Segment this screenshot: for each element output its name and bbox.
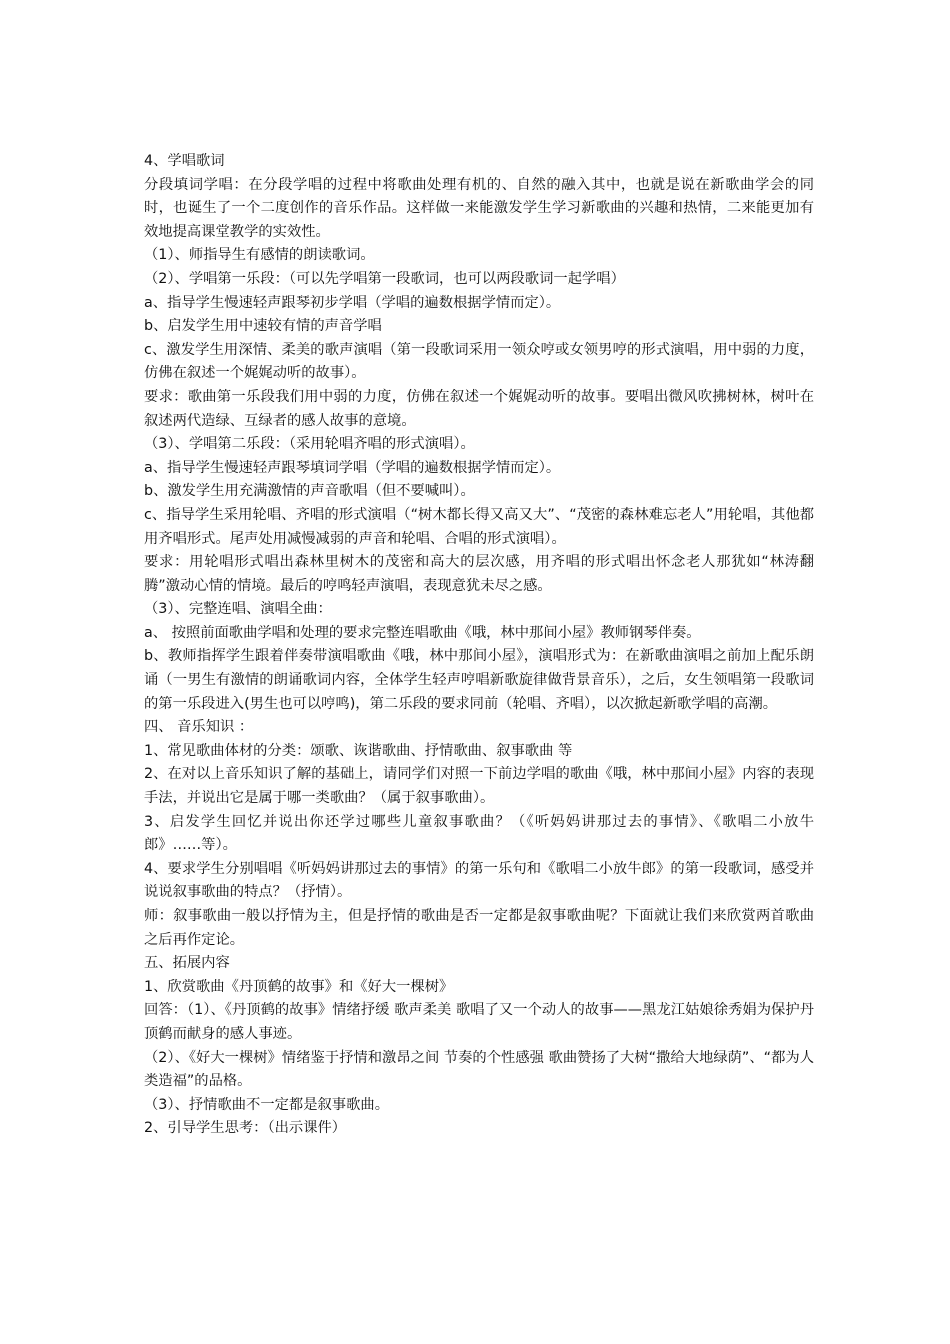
extension-item-2: 2、引导学生思考：（出示课件） bbox=[144, 1120, 347, 1137]
step-3-item-a: a、指导学生慢速轻声跟琴填词学唱（学唱的遍数根据学情而定）。 bbox=[144, 459, 561, 476]
step-3-item-c: c、指导学生采用轮唱、齐唱的形式演唱（“树木都长得又高又大”、“茂密的森林难忘老人”用轮唱，其他都用齐唱形式。尾声处用减慢减弱的声音和轮唱、合唱的形式演唱）。 bbox=[144, 506, 814, 547]
section-heading-music-knowledge: 四、 音乐知识 ： bbox=[144, 719, 254, 736]
step-1: （1）、师指导生有感情的朗读歌词。 bbox=[144, 247, 375, 264]
section-heading-learn-lyrics: 4、学唱歌词 bbox=[144, 153, 225, 169]
full-song-heading: （3）、完整连唱、演唱全曲： bbox=[144, 601, 332, 618]
extension-answer-3: （3）、抒情歌曲不一定都是叙事歌曲。 bbox=[144, 1096, 389, 1113]
step-3-heading: （3）、学唱第二乐段：（采用轮唱齐唱的形式演唱）。 bbox=[144, 436, 475, 453]
knowledge-item-4: 4、要求学生分别唱唱《听妈妈讲那过去的事情》的第一乐句和《歌唱二小放牛郎》的第一段歌词，感受并说说叙事歌曲的特点？（抒情）。 bbox=[144, 860, 814, 901]
extension-answer-2: （2）、《好大一棵树》情绪鉴于抒情和激昂之间 节奏的个性感强 歌曲赞扬了大树“撒给大地绿荫”、“都为人类造福”的品格。 bbox=[144, 1049, 814, 1090]
knowledge-item-3: 3、启发学生回忆并说出你还学过哪些儿童叙事歌曲？（《听妈妈讲那过去的事情》、《歌唱二小放牛郎》……等）。 bbox=[144, 813, 814, 854]
paragraph-intro: 分段填词学唱：在分段学唱的过程中将歌曲处理有机的、自然的融入其中，也就是说在新歌曲学会的同时，也诞生了一个二度创作的音乐作品。这样做一来能激发学生学习新歌曲的兴趣和热情，二来能更加有效地提高课堂教学的实效性。 bbox=[144, 176, 814, 240]
knowledge-item-2: 2、在对以上音乐知识了解的基础上，请同学们对照一下前边学唱的歌曲《哦，林中那间小屋》内容的表现手法，并说出它是属于哪一类歌曲？（属于叙事歌曲）。 bbox=[144, 766, 814, 807]
step-2-requirement: 要求：歌曲第一乐段我们用中弱的力度，仿佛在叙述一个娓娓动听的故事。要唱出微风吹拂树林，树叶在叙述两代造绿、互绿者的感人故事的意境。 bbox=[144, 388, 814, 429]
step-3-requirement: 要求：用轮唱形式唱出森林里树木的茂密和高大的层次感，用齐唱的形式唱出怀念老人那犹如“林涛翻腾”激动心情的情境。最后的哼鸣轻声演唱，表现意犹未尽之感。 bbox=[144, 554, 814, 594]
teacher-remark: 师：叙事歌曲一般以抒情为主，但是抒情的歌曲是否一定都是叙事歌曲呢？下面就让我们来欣赏两首歌曲之后再作定论。 bbox=[144, 908, 814, 948]
step-3-item-b: b、激发学生用充满激情的声音歌唱（但不要喊叫）。 bbox=[144, 483, 475, 500]
step-2-item-a: a、指导学生慢速轻声跟琴初步学唱（学唱的遍数根据学情而定）。 bbox=[144, 294, 561, 311]
full-song-item-b: b、教师指挥学生跟着伴奏带演唱歌曲《哦，林中那间小屋》，演唱形式为：在新歌曲演唱之前加上配乐朗诵（一男生有激情的朗诵歌词内容，全体学生轻声哼唱新歌旋律做背景音乐），之后，女生领唱第一段歌词的第一乐段进入(男生也可以哼鸣)，第二乐段的要求同前（轮唱、齐唱），以次掀起新歌学唱的高潮。 bbox=[144, 648, 814, 712]
extension-item-1: 1、欣赏歌曲《丹顶鹤的故事》和《好大一棵树》 bbox=[144, 978, 454, 995]
step-2-heading: （2）、学唱第一乐段：（可以先学唱第一段歌词，也可以两段歌词一起学唱） bbox=[144, 270, 625, 287]
full-song-item-a: a、 按照前面歌曲学唱和处理的要求完整连唱歌曲《哦，林中那间小屋》教师钢琴伴奏。 bbox=[144, 624, 701, 641]
section-heading-extension: 五、拓展内容 bbox=[144, 955, 230, 972]
extension-answer-1: 回答：（1）、《丹顶鹤的故事》情绪抒缓 歌声柔美 歌唱了又一个动人的故事——黑龙江姑娘徐秀娟为保护丹顶鹤而献身的感人事迹。 bbox=[144, 1002, 814, 1042]
step-2-item-c: c、激发学生用深情、柔美的歌声演唱（第一段歌词采用一领众哼或女领男哼的形式演唱，用中弱的力度，仿佛在叙述一个娓娓动听的故事）。 bbox=[144, 341, 814, 382]
knowledge-item-1: 1、常见歌曲体材的分类：颂歌、诙谐歌曲、抒情歌曲、叙事歌曲 等 bbox=[144, 742, 573, 759]
step-2-item-b: b、启发学生用中速较有情的声音学唱 bbox=[144, 318, 382, 335]
document-body bbox=[144, 150, 814, 1141]
